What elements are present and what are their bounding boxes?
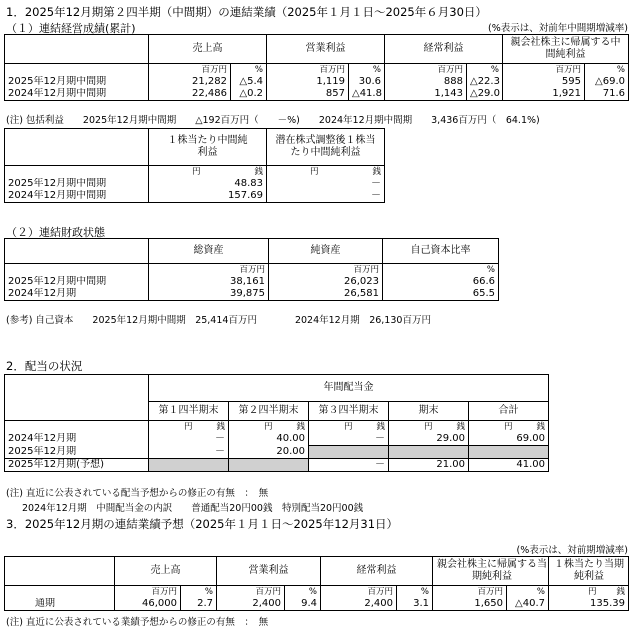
row-label: 2024年12月期中間期	[5, 88, 149, 101]
header-q1: 第１四半期末	[149, 402, 229, 421]
header-equity-ratio: 自己資本比率	[383, 239, 499, 264]
value-cell: 30.6	[349, 76, 385, 88]
value-cell: △41.8	[349, 88, 385, 101]
value-cell: －	[267, 190, 385, 203]
operating-results-table	[4, 34, 629, 101]
table-row	[5, 446, 549, 459]
value-cell: 135.39	[549, 598, 629, 611]
unit-yen: 円	[588, 587, 597, 597]
header-net-income: 親会社株主に帰属する当期純利益	[437, 559, 547, 582]
row-label: 2025年12月期	[5, 446, 149, 459]
table-row	[5, 288, 499, 301]
unit-cell: %	[349, 64, 385, 77]
corner-cell	[5, 35, 149, 64]
unit-yen: 円	[344, 422, 353, 432]
unit-cell: %	[397, 586, 433, 599]
unit-cell: 百万円	[149, 64, 231, 77]
unit-sen: 銭	[372, 167, 381, 177]
header-eps: １株当たり中間純利益	[167, 135, 248, 158]
shaded-cell	[229, 459, 309, 472]
table-row	[5, 178, 385, 190]
value-cell: 2.7	[181, 598, 217, 611]
value-cell: △22.3	[467, 76, 503, 88]
value-cell: 46,000	[115, 598, 181, 611]
unit-yen: 円	[184, 422, 193, 432]
value-cell: －	[149, 446, 229, 459]
value-cell: 26,581	[269, 288, 383, 301]
unit-cell: 百万円	[433, 586, 507, 599]
value-cell: △0.2	[231, 88, 267, 101]
financial-position-table	[4, 238, 499, 301]
unit-sen: 銭	[296, 422, 305, 432]
header-sales: 売上高	[149, 35, 267, 64]
unit-cell: %	[181, 586, 217, 599]
section4-note: (%表示は、対前期増減率)	[516, 545, 628, 556]
value-cell: △69.0	[585, 76, 629, 88]
unit-cell: 百万円	[385, 64, 467, 77]
value-cell: 888	[385, 76, 467, 88]
value-cell: 595	[503, 76, 585, 88]
value-cell: 65.5	[383, 288, 499, 301]
unit-yen: 円	[310, 167, 319, 177]
row-label: 2024年12月期中間期	[5, 190, 149, 203]
unit-cell: 百万円	[321, 586, 397, 599]
unit-yen: 円	[264, 422, 273, 432]
shaded-cell	[469, 446, 549, 459]
unit-cell: 百万円	[269, 264, 383, 277]
value-cell: 157.69	[149, 190, 267, 203]
value-cell: 9.4	[285, 598, 321, 611]
value-cell: 48.83	[149, 178, 267, 190]
unit-yen: 円	[504, 422, 513, 432]
unit-cell: 百万円	[115, 586, 181, 599]
section1-note: (%表示は、対前年中間期増減率)	[488, 23, 628, 34]
unit-cell: 百万円	[217, 586, 285, 599]
value-cell: 71.6	[585, 88, 629, 101]
unit-yen: 円	[424, 422, 433, 432]
table-row	[5, 76, 629, 88]
header-operating-profit: 営業利益	[267, 35, 385, 64]
value-cell: －	[149, 433, 229, 446]
table-row	[5, 598, 629, 611]
value-cell: 1,650	[433, 598, 507, 611]
row-label: 2025年12月期中間期	[5, 76, 149, 88]
value-cell: 26,023	[269, 276, 383, 288]
header-year-end: 期末	[389, 402, 469, 421]
value-cell: 40.00	[229, 433, 309, 446]
value-cell: 20.00	[229, 446, 309, 459]
section3-title: 2．配当の状況	[6, 359, 83, 373]
table-row	[5, 276, 499, 288]
value-cell: △5.4	[231, 76, 267, 88]
header-sales: 売上高	[115, 557, 217, 586]
value-cell: 69.00	[469, 433, 549, 446]
unit-sen: 銭	[616, 587, 625, 597]
section1-title: 1．2025年12月期第２四半期（中間期）の連結業績（2025年１月１日～2025年６月30日）	[6, 5, 487, 19]
value-cell: 22,486	[149, 88, 231, 101]
value-cell: 21.00	[389, 459, 469, 472]
unit-sen: 銭	[216, 422, 225, 432]
dividend-breakdown-note: 2024年12月期 中間配当金の内訳 普通配当20円00銭 特別配当20円00銭	[22, 503, 364, 514]
section1-subtitle: （１）連結経営成績(累計)	[6, 22, 136, 35]
header-net-income: 親会社株主に帰属する中間純利益	[510, 37, 621, 60]
header-total-assets: 総資産	[149, 239, 269, 264]
unit-sen: 銭	[254, 167, 263, 177]
value-cell: 3.1	[397, 598, 433, 611]
value-cell: 1,119	[267, 76, 349, 88]
value-cell: －	[267, 178, 385, 190]
value-cell: 1,143	[385, 88, 467, 101]
header-total: 合計	[469, 402, 549, 421]
value-cell: 2,400	[321, 598, 397, 611]
value-cell: －	[309, 433, 389, 446]
per-share-table	[4, 128, 385, 203]
value-cell: 38,161	[149, 276, 269, 288]
unit-cell: %	[467, 64, 503, 77]
unit-cell: %	[383, 264, 499, 277]
unit-sen: 銭	[456, 422, 465, 432]
equity-reference-note: (参考) 自己資本 2025年12月期中間期 25,414百万円 2024年12月期 26,130百万円	[6, 315, 431, 326]
row-label: 2025年12月期中間期	[5, 178, 149, 190]
table-row	[5, 88, 629, 101]
unit-cell: %	[285, 586, 321, 599]
unit-cell: 百万円	[267, 64, 349, 77]
value-cell: △29.0	[467, 88, 503, 101]
table-row	[5, 433, 549, 446]
shaded-cell	[389, 446, 469, 459]
unit-cell: %	[507, 586, 549, 599]
unit-sen: 銭	[376, 422, 385, 432]
header-diluted-eps: 潜在株式調整後１株当たり中間純利益	[275, 135, 376, 158]
dividends-table	[4, 374, 549, 472]
table-row	[5, 190, 385, 203]
unit-cell: 百万円	[503, 64, 585, 77]
row-label: 2024年12月期	[5, 288, 149, 301]
unit-sen: 銭	[536, 422, 546, 432]
header-q2: 第２四半期末	[229, 402, 309, 421]
header-net-assets: 純資産	[269, 239, 383, 264]
value-cell: 21,282	[149, 76, 231, 88]
section4-title: 3．2025年12月期の連結業績予想（2025年１月１日～2025年12月31日）	[6, 517, 399, 531]
value-cell: 1,921	[503, 88, 585, 101]
value-cell: 857	[267, 88, 349, 101]
value-cell: △40.7	[507, 598, 549, 611]
comprehensive-income-note: (注) 包括利益 2025年12月期中間期 △192百万円（ －%) 2024年12月期中間期 3,436百万円（ 64.1%)	[6, 115, 540, 126]
header-ordinary-profit: 経常利益	[321, 557, 433, 586]
row-label: 2025年12月期(予想)	[5, 459, 149, 472]
header-ordinary-profit: 経常利益	[385, 35, 503, 64]
header-annual-dividend: 年間配当金	[149, 375, 549, 402]
section2-subtitle: （２）連結財政状態	[6, 226, 105, 239]
header-operating-profit: 営業利益	[217, 557, 321, 586]
row-label: 2024年12月期	[5, 433, 149, 446]
forecast-table	[4, 556, 629, 611]
unit-cell: %	[585, 64, 629, 77]
header-q3: 第３四半期末	[309, 402, 389, 421]
unit-yen: 円	[192, 167, 201, 177]
table-row	[5, 459, 549, 472]
shaded-cell	[149, 459, 229, 472]
value-cell: 39,875	[149, 288, 269, 301]
value-cell: －	[309, 459, 389, 472]
unit-cell: 百万円	[149, 264, 269, 277]
forecast-revision-note: (注) 直近に公表されている業績予想からの修正の有無 ： 無	[6, 617, 269, 628]
shaded-cell	[309, 446, 389, 459]
value-cell: 29.00	[389, 433, 469, 446]
value-cell: 66.6	[383, 276, 499, 288]
dividend-revision-note: (注) 直近に公表されている配当予想からの修正の有無 ： 無	[6, 488, 269, 499]
value-cell: 2,400	[217, 598, 285, 611]
value-cell: 41.00	[469, 459, 549, 472]
header-eps: １株当たり当期純利益	[554, 559, 624, 582]
row-label: 2025年12月期中間期	[5, 276, 149, 288]
unit-cell: %	[231, 64, 267, 77]
row-label: 通期	[5, 598, 115, 611]
